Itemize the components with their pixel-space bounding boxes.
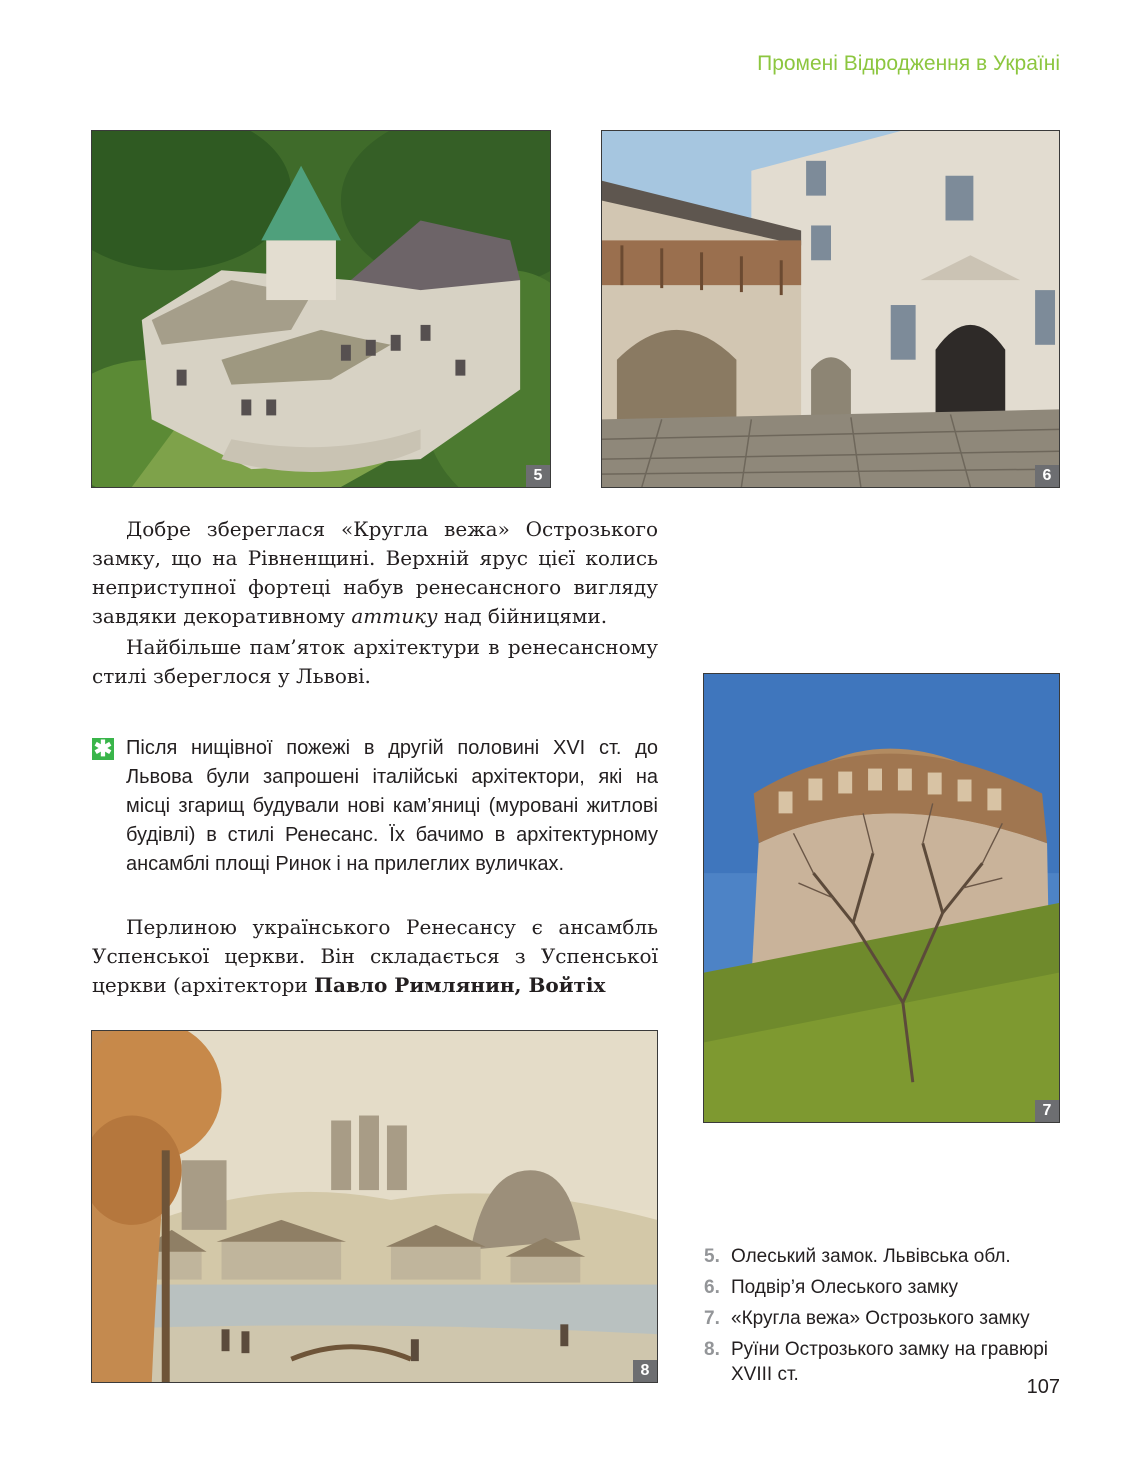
caption-item: 7. «Кругла вежа» Острозького замку [704, 1308, 1030, 1329]
main-paragraphs [92, 515, 658, 691]
figure-number-5: 5 [526, 465, 550, 487]
figure-number-8: 8 [633, 1360, 657, 1382]
running-header: Промені Відродження в Україні [757, 52, 1060, 75]
page-number: 107 [1026, 1376, 1060, 1398]
asterisk-icon: ✱ [93, 736, 113, 761]
info-note [92, 734, 658, 879]
paragraph-ostroh-tower: Добре збереглася «Кругла вежа» Острозького замку, що на Рівненщині. Верхній ярус цієї колись неприступної фортеці набув ренесансного вигляду завдяки декоративному аттику над бійницями. [92, 517, 658, 628]
paragraph-lviv: Найбільше пам’яток архітектури в ренесансному стилі збереглося у Львові. [92, 635, 658, 688]
caption-item: 5. Олеський замок. Львівська обл. [704, 1246, 1011, 1267]
photo-olesko-castle [91, 130, 551, 488]
figure-captions [704, 1244, 1064, 1393]
figure-number-6: 6 [1035, 465, 1059, 487]
photo-round-tower [703, 673, 1060, 1123]
engraving-ostroh-ruins [91, 1030, 658, 1383]
caption-item: 8. Руїни Острозького замку на гравюрі XVIII ст. [704, 1339, 1048, 1385]
caption-item: 6. Подвір’я Олеського замку [704, 1277, 958, 1298]
photo-olesko-courtyard [601, 130, 1060, 488]
note-text: Після нищівної пожежі в другій половині XVI ст. до Львова були запрошені італійські архітектори, які на місці згарищ будували нові кам’яниці (муровані житлові будівлі) в стилі Ренесанс. Їх бачимо в архітектурному ансамблі площі Ринок і на прилеглих вуличках. [126, 737, 658, 875]
figure-number-7: 7 [1035, 1100, 1059, 1122]
paragraph-uspensky: Перлиною українського Ренесансу є ансамбль Успенської церкви. Він складається з Успенської церкви (архітектори Павло Римлянин, Войтіх [92, 915, 658, 997]
